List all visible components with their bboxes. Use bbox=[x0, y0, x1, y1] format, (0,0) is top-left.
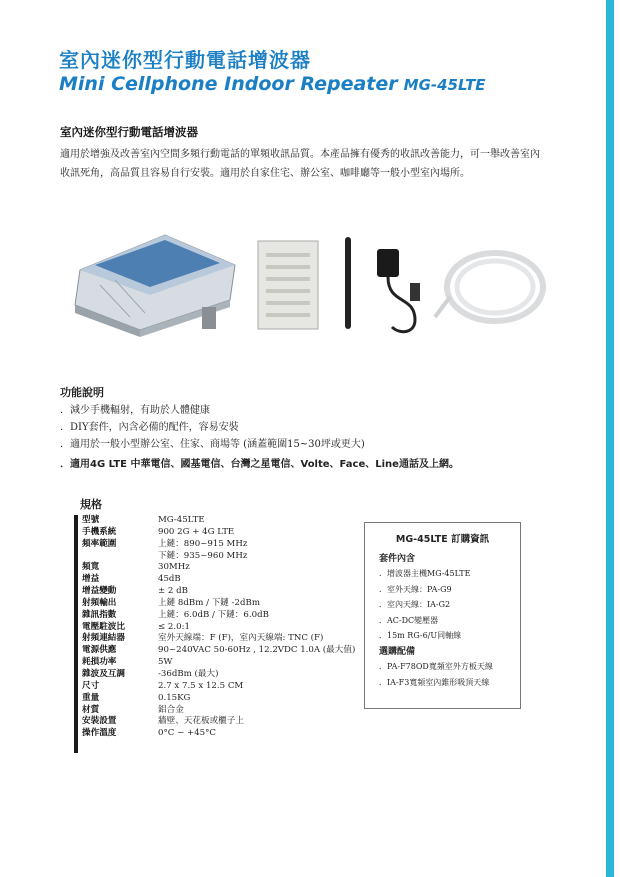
order-info-title: MG-45LTE 訂購資訊 bbox=[395, 534, 490, 545]
intro-paragraph bbox=[60, 145, 570, 183]
model-number: MG-45LTE bbox=[403, 76, 486, 94]
table-row: 耗損功率 5W bbox=[82, 657, 173, 668]
table-row: 頻寬 30MHz bbox=[82, 562, 190, 573]
kit-contents-list bbox=[379, 566, 470, 644]
table-row: 重量 0.15KG bbox=[82, 692, 191, 703]
page-title-cn: 室內迷你型行動電話增波器 bbox=[59, 48, 311, 72]
list-item: ．PA-F78OD寬頻室外方板天線 bbox=[379, 662, 493, 671]
table-row: 下鏈：935~960 MHz bbox=[158, 550, 248, 561]
table-row: 操作溫度 0°C ~ +45°C bbox=[82, 728, 217, 739]
product-photos bbox=[70, 225, 560, 355]
list-item: ．室內天線：IA-G2 bbox=[379, 600, 451, 609]
specs-accent-bar bbox=[74, 515, 78, 753]
list-item: ．室外天線：PA-G9 bbox=[379, 584, 452, 594]
specs-table bbox=[82, 515, 355, 740]
page-title-en bbox=[59, 73, 486, 95]
specs-heading: 規格 bbox=[80, 498, 102, 511]
table-row: 手機系統 900 2G + 4G LTE bbox=[82, 526, 235, 537]
repeater-unit-image bbox=[75, 235, 235, 337]
order-info-box bbox=[364, 522, 521, 709]
outdoor-panel-antenna-image bbox=[258, 241, 318, 329]
coaxial-cable-image bbox=[435, 253, 543, 321]
intro-line: 收訊死角，高品質且容易自行安裝。適用於自家住宅、辦公室、咖啡廳等一般小型室內場所。 bbox=[60, 168, 470, 179]
list-item: ．IA-F3寬頻室內錐形吸頂天線 bbox=[379, 677, 490, 687]
accent-side-bar bbox=[606, 0, 614, 877]
list-item: ．15m RG-6/U同軸線 bbox=[379, 631, 462, 640]
power-adapter-image bbox=[377, 249, 420, 332]
table-row: 尺寸 2.7 x 7.5 x 12.5 CM bbox=[82, 680, 244, 691]
table-row: 電壓駐波比 ≤ 2.0:1 bbox=[82, 621, 190, 632]
table-row: 增益變動 ± 2 dB bbox=[82, 586, 188, 597]
list-item: ．DIY套件，內含必備的配件，容易安裝 bbox=[60, 422, 239, 433]
functions-list bbox=[60, 402, 365, 453]
functions-last-item: ．適用4G LTE 中華電信、國基電信、台灣之星電信、Volte、Face、Line通話及上網。 bbox=[60, 459, 459, 470]
indoor-antenna-image bbox=[345, 237, 351, 329]
table-row: 雜訊指數 上鏈：6.0dB / 下鏈：6.0dB bbox=[82, 609, 269, 620]
table-row: 雜波及互調 -36dBm (最大) bbox=[82, 668, 219, 679]
kit-contents-heading: 套件內含 bbox=[379, 554, 416, 564]
table-row: 安裝設置 牆壁、天花板或櫃子上 bbox=[82, 716, 244, 727]
table-row: 頻率範圍 上鏈：890~915 MHz bbox=[82, 538, 248, 549]
table-row: 材質 鋁合金 bbox=[82, 704, 184, 715]
optional-accessories-list bbox=[379, 659, 493, 690]
functions-heading: 功能說明 bbox=[60, 386, 104, 399]
table-row: 型號 MG-45LTE bbox=[82, 515, 205, 525]
table-row: 射頻連結器 室外天線端：F (F)，室內天線端: TNC (F) bbox=[82, 633, 324, 644]
title-en-text: Mini Cellphone Indoor Repeater bbox=[59, 73, 398, 95]
list-item: ．適用於一般小型辦公室、住家、商場等 (涵蓋範圍15~30坪或更大) bbox=[60, 439, 365, 450]
table-row: 電源供應 90~240VAC 50-60Hz , 12.2VDC 1.0A (最大值) bbox=[82, 645, 356, 656]
list-item: ．AC-DC變壓器 bbox=[379, 615, 439, 625]
table-row: 射頻輸出 上鏈 8dBm / 下鏈 -2dBm bbox=[82, 597, 260, 608]
intro-heading: 室內迷你型行動電話增波器 bbox=[60, 125, 198, 139]
list-item: ．增波器主機MG-45LTE bbox=[379, 569, 471, 578]
optional-accessories-heading: 選購配備 bbox=[379, 647, 416, 657]
intro-line: 適用於增強及改善室內空間多頻行動電話的單頻收訊品質。本產品擁有優秀的收訊改善能力，可一舉改善室內 bbox=[60, 149, 540, 160]
list-item: ．減少手機輻射，有助於人體健康 bbox=[60, 405, 210, 416]
table-row: 增益 45dB bbox=[82, 574, 181, 585]
